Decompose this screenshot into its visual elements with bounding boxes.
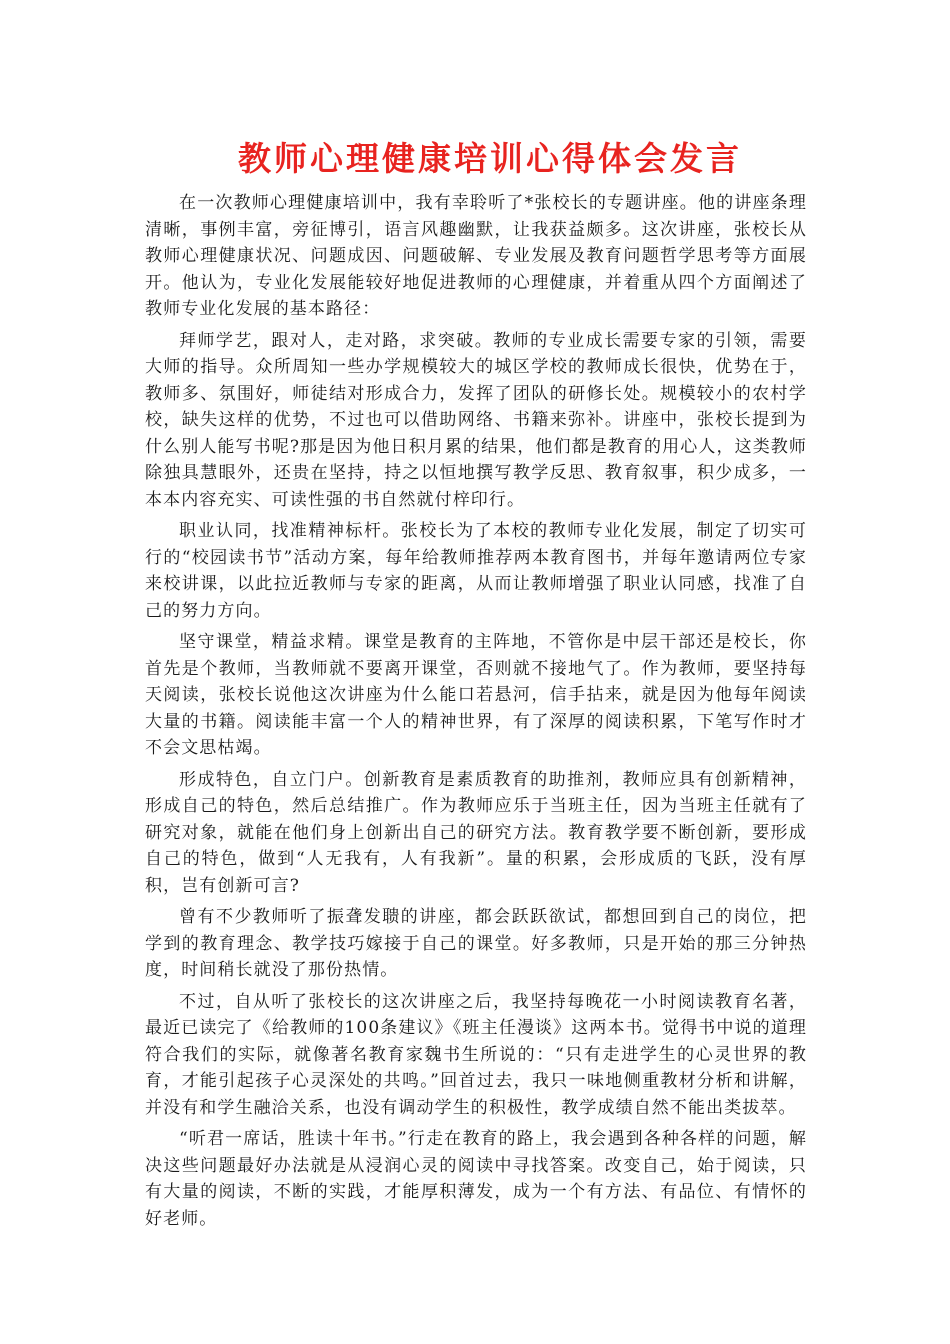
- paragraph-reading: 不过，自从听了张校长的这次讲座之后，我坚持每晚花一小时阅读教育名著，最近已读完了《给教师的100条建议》《班主任漫谈》这两本书。觉得书中说的道理符合我们的实际，就像著名教育家魏书生所说的：“只有走进学生的心灵世界的教育，才能引起孩子心灵深处的共鸣。”回首过去，我只一味地侧重教材分析和讲解，并没有和学生融洽关系，也没有调动学生的积极性，教学成绩自然不能出类拔萃。: [145, 991, 807, 1118]
- paragraph-professional-identity: 职业认同，找准精神标杆。张校长为了本校的教师专业化发展，制定了切实可行的“校园读书节”活动方案，每年给教师推荐两本教育图书，并每年邀请两位专家来校讲课，以此拉近教师与专家的距离，从而让教师增强了职业认同感，找准了自己的努力方向。: [145, 521, 807, 621]
- paragraph-conclusion: “听君一席话，胜读十年书。”行走在教育的路上，我会遇到各种各样的问题，解决这些问题最好办法就是从浸润心灵的阅读中寻找答案。改变自己，始于阅读，只有大量的阅读，不断的实践，才能厚积薄发，成为一个有方法、有品位、有情怀的好老师。: [145, 1129, 807, 1229]
- paragraph-classroom: 坚守课堂，精益求精。课堂是教育的主阵地，不管你是中层干部还是校长，你首先是个教师，当教师就不要离开课堂，否则就不接地气了。作为教师，要坚持每天阅读，张校长说他这次讲座为什么能口若悬河，信手拈来，就是因为他每年阅读大量的书籍。阅读能丰富一个人的精神世界，有了深厚的阅读积累，下笔写作时才不会文思枯竭。: [145, 632, 807, 758]
- document-title: 教师心理健康培训心得体会发言: [238, 139, 742, 178]
- paragraph-intro: 在一次教师心理健康培训中，我有幸聆听了*张校长的专题讲座。他的讲座条理清晰，事例丰富，旁征博引，语言风趣幽默，让我获益颇多。这次讲座，张校长从教师心理健康状况、问题成因、问题破解、专业发展及教育问题哲学思考等方面展开。他认为，专业化发展能较好地促进教师的心理健康，并着重从四个方面阐述了教师专业化发展的基本路径：: [145, 193, 807, 319]
- document-body: [145, 190, 807, 1237]
- paragraph-enthusiasm: 曾有不少教师听了振聋发聩的讲座，都会跃跃欲试，都想回到自己的岗位，把学到的教育理念、教学技巧嫁接于自己的课堂。好多教师，只是开始的那三分钟热度，时间稍长就没了那份热情。: [145, 907, 807, 980]
- paragraph-distinctive-style: 形成特色，自立门户。创新教育是素质教育的助推剂，教师应具有创新精神，形成自己的特色，然后总结推广。作为教师应乐于当班主任，因为当班主任就有了研究对象，就能在他们身上创新出自己的研究方法。教育教学要不断创新，要形成自己的特色，做到“人无我有，人有我新”。量的积累，会形成质的飞跃，没有厚积，岂有创新可言?: [145, 769, 807, 896]
- paragraph-apprenticeship: 拜师学艺，跟对人，走对路，求突破。教师的专业成长需要专家的引领，需要大师的指导。众所周知一些办学规模较大的城区学校的教师成长很快，优势在于，教师多、氛围好，师徒结对形成合力，发挥了团队的研修长处。规模较小的农村学校，缺失这样的优势，不过也可以借助网络、书籍来弥补。讲座中，张校长提到为什么别人能写书呢?那是因为他日积月累的结果，他们都是教育的用心人，这类教师除独具慧眼外，还贵在坚持，持之以恒地撰写教学反思、教育叙事，积少成多，一本本内容充实、可读性强的书自然就付梓印行。: [145, 330, 807, 510]
